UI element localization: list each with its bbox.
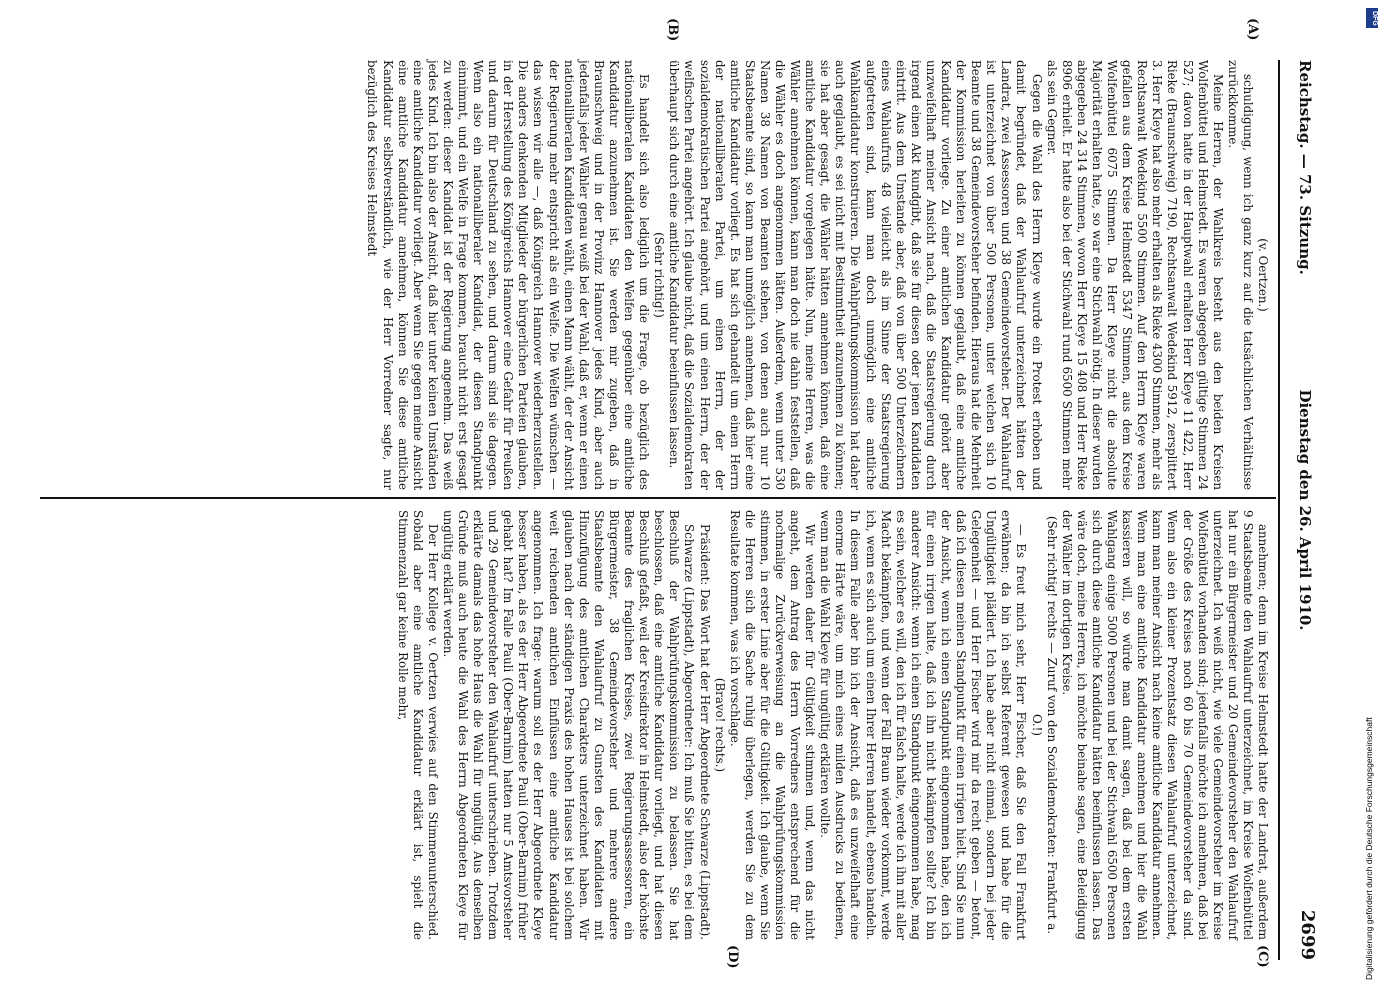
page-header bbox=[1282, 60, 1322, 960]
digitization-note-text: Digitalisierung gefördert durch die Deutsche Forschungsgemeinschaft bbox=[1364, 717, 1374, 980]
margin-letter-d: (D) bbox=[725, 945, 740, 969]
interjection: (Bravo! rechts.) bbox=[712, 677, 727, 773]
president-statement: Präsident: Das Wort hat der Herr Abgeordnete Schwarze (Lippstadt). bbox=[697, 524, 712, 940]
header-date: Dienstag den 26. April 1910. bbox=[1296, 389, 1314, 631]
paragraph: Der Herr Kollege v. Oertzen verwies auf den Stimmenunterschied. Sobald aber eine amtliche Kandidatur erklärt ist, spielt die Stimmenzahl gar keine Rolle mehr, bbox=[395, 510, 440, 940]
paragraph: schuldigung, wenn ich ganz kurz auf die tatsächlichen Verhältnisse zurückkomme. bbox=[1225, 60, 1255, 490]
dfg-logo: DFG bbox=[1366, 8, 1378, 28]
paragraph: Meine Herren, der Wahlkreis besteht aus den beiden Kreisen Wolfenbüttel und Helmstedt. Es waren abgegeben gültige Stimmen 24 527; davon hatte in der Hauptwahl erhalten Herr Kleye 11 422, Herr Rieke (Braunschweig) 7190, Rechtsanwalt Wedekind 5912, zersplittert 3. Herr Kleye hat also mehr erhalten als Rieke 4300 Stimmen, mehr als Rechtsanwalt Wedekind 5500 Stimmen. Auf den Herrn Kleye waren gefallen aus dem Kreise Helmstedt 5347 Stimmen, aus dem Kreise Wolfenbüttel 6075 Stimmen. Da Herr Kleye nicht die absolute Majorität erhalten hatte, so war eine Stichwahl nötig. In dieser wurden abgegeben 24 314 Stimmen, wovon Herr Kleye 15 408 und Herr Rieke 8906 erhielt. Er hatte also bei der Stichwahl rund 6500 Stimmen mehr als sein Gegner. bbox=[1044, 60, 1225, 490]
right-column bbox=[60, 510, 1270, 940]
interjection: (Sehr richtig! rechts — Zuruf von den Sozialdemokraten: Frankfurt a. O.!) bbox=[1029, 515, 1059, 935]
page-number: 2699 bbox=[1297, 909, 1318, 960]
paragraph: annehmen; denn im Kreise Helmstedt hatte der Landrat, außerdem 9 Staatsbeamte den Wahlaufruf unterzeichnet, im Kreise Wolfenbüttel hat nur ein Bürgermeister und 20 Gemeindevorsteher den Wahlaufruf unterzeichnet. Ich weiß nicht, wie viele Gemeindevorsteher im Kreise Wolfenbüttel vorhanden sind; jedenfalls möchte ich annehmen, daß bei der Größe des Kreises noch 60 bis 70 Gemeindevorsteher da sind. Wenn also ein kleiner Prozentsatz diesen Wahlaufruf unterzeichnet, kann man meiner Ansicht nach keine amtliche Kandidatur annehmen. Wenn man eine amtliche Kandidatur annehmen und hier die Wahl kassieren will, so würde man damit sagen, daß bei dem ersten Wahlgang einige 5000 Personen und bei der Stichwahl 6500 Personen sich durch diese amtliche Kandidatur hätten beeinflussen lassen. Das wäre doch, meine Herren, ich möchte beinahe sagen, eine Beleidigung der Wähler im dortigen Kreise. bbox=[1059, 510, 1270, 940]
paragraph: Es handelt sich also lediglich um die Frage, ob bezüglich des nationalliberalen Kandidaten den Welfen gegenüber eine amtliche Kandidatur anzunehmen ist. Sie werden mir zugeben, daß in Braunschweig und in der Provinz Hannover jedes Kind, aber auch jedenfalls jeder Wähler genau weiß bei der Wahl, daß er, wenn er einen nationalliberalen Kandidaten wählt, einen Mann wählt, der der Ansicht der Regierung mehr entspricht als ein Welfe. Die Welfen wünschen — das wissen wir alle —, daß Königreich Hannover wiederherzustellen. Die anders denkenden Mitglieder der bürgerlichen Parteien glauben, in der Herstellung des Königreichs Hannover eine Gefahr für Preußen und darum für Deutschland zu sehen, und darum sind sie dagegen. Wenn also ein nationalliberaler Kandidat, der diesen Standpunkt einnimmt, und ein Welfe in Frage kommen, braucht nicht erst gesagt zu werden: dieser Kandidat ist der Regierung angenehm. Das weiß jedes Kind. Ich bin also der Ansicht, daß hier unter keinen Umständen eine amtliche Kandidatur vorliegt. Aber wenn Sie gegen meine Ansicht eine amtliche Kandidatur annehmen, können Sie diese amtliche Kandidatur selbstverständlich, wie der Herr Vorredner sagte, nur bezüglich des Kreises Helmstedt bbox=[365, 60, 652, 490]
column-divider bbox=[40, 497, 1276, 499]
margin-letter-c: (C) bbox=[1255, 945, 1270, 968]
left-column bbox=[60, 60, 1270, 490]
paragraph: Wir werden daher für Gültigkeit stimmen und, wenn das nicht angeht, dem Antrag des Herrn Vorredners entsprechend für die nochmalige Zurückverweisung an die Wahlprüfungskommission stimmen, in erster Linie aber für die Gültigkeit. Ich glaube, wenn Sie die Herren sich die Sache ruhig überlegen, werden Sie zu dem Resultate kommen, was ich vorschlage. bbox=[727, 510, 818, 940]
margin-letter-a: (A) bbox=[1245, 18, 1260, 41]
paragraph: — Es freut mich sehr, Herr Fischer, daß Sie den Fall Frankfurt erwähnen; da bin ich selbst Referent gewesen und habe für die Ungültigkeit plädiert. Ich habe aber nicht einmal, sondern bei jeder Gelegenheit — und Herr Fischer wird mir da recht geben — betont, daß ich diesen meinen Standpunkt für einen irrigen hielt. Sind Sie nun der Ansicht, wenn ich einen Standpunkt eingenommen habe, den ich für einen irrigen halte, daß ich ihn nicht bekämpfen sollte? Ich bin anderer Ansicht: wenn ich einen Standpunkt eingenommen habe, mag es sein, welcher es will, den ich für falsch halte, werde ich ihn mit aller Macht bekämpfen, und wenn der Fall Braun wieder vorkommt, werde ich, wenn es sich auch um einen Ihrer Herren handelt, ebenso handeln. In diesem Falle aber bin ich der Ansicht, daß es unzweifelhaft eine enorme Härte wäre, um mich eines milden Ausdrucks zu bedienen, wenn man die Wahl Kleye für ungültig erklären wollte. bbox=[818, 510, 1029, 940]
header-session: Reichstag. — 73. Sitzung. bbox=[1296, 60, 1314, 275]
digitization-note bbox=[1364, 20, 1382, 980]
paragraph: Schwarze (Lippstadt), Abgeordneter: Ich muß Sie bitten, es bei dem Beschluß der Wahlprüfungskommission zu belassen. Sie hat beschlossen, daß eine amtliche Kandidatur vorliegt, und hat diesen Beschluß gefaßt, weil der Kreisdirektor in Helmstedt, also der höchste Beamte des fraglichen Kreises, zwei Regierungsassessoren, ein Bürgermeister, 38 Gemeindevorsteher und mehrere andere Staatsbeamte den Wahlaufruf zu Gunsten des Kandidaten mit Hinzufügung des amtlichen Charakters unterzeichnet haben. Wir glauben nach der ständigen Praxis des hohen Hauses ist bei solchem weit reichenden amtlichen Einflüssen eine amtliche Kandidatur angenommen. Ich frage: warum soll es der Herr Abgeordnete Kleye besser haben, als es der Herr Abgeordnete Pauli (Ober-Barnim) früher gehabt hat? Im Falle Pauli (Ober-Barnim) hatten nur 5 Amtsvorsteher und 29 Gemeindevorsteher den Wahlaufruf unterschrieben. Trotzdem erklärte damals das hohe Haus die Wahl für ungültig. Aus denselben Gründe muß auch heute die Wahl des Herrn Abgeordneten Kleye für ungültig erklärt werden. bbox=[440, 510, 697, 940]
speaker-tag: (v. Oertzen.) bbox=[1256, 238, 1270, 312]
interjection: (Sehr richtig!) bbox=[652, 232, 667, 318]
paragraph: Gegen die Wahl des Herrn Kleye wurde ein Protest erhoben und damit begründet, daß der Wahlaufruf unterzeichnet hätten der Landrat, zwei Assessoren und 38 Gemeindevorsteher. Der Wahlaufruf ist unterzeichnet von über 500 Personen, unter welchen sich 10 Beamte und 38 Gemeindevorsteher befinden. Hieraus hat die Mehrheit der Kommission herleiten zu können geglaubt, daß eine amtliche Kandidatur vorliege. Zu einer amtlichen Kandidatur gehört aber unzweifelhaft meiner Ansicht nach, daß die Staatsregierung durch irgend einen Akt kundgibt, daß sie für diesen oder jenen Kandidaten eintritt. Aus dem Umstande aber, daß von über 500 Unterzeichnern eines Wahlaufrufs 48 vielleicht als im Sinne der Staatsregierung aufgetreten sind, kann man doch unmöglich eine amtliche Wahlkandidatur konstruieren. Die Wahlprüfungskommission hat daher auch geglaubt, es sei nicht mit Bestimmtheit anzunehmen zu können; sie hat aber gesagt, die Wähler hätten annehmen können, daß eine amtliche Kandidatur vorgelegen hätte. Nun, meine Herren, was die Wähler annehmen können, kann man doch nie dahin feststellen, daß die Wähler es doch angenommen hätten. Außerdem, wenn unter 530 Namen 38 Namen von Beamten stehen, von denen auch nur 10 Staatsbeamte sind, so kann man unmöglich annehmen, daß hier eine amtliche Kandidatur vorliegt. Es hat sich gehandelt um einen Herrn der nationalliberalen Partei, um einen Herrn, der der sozialdemokratischen Partei angehört, und um einen Herrn, der der welfischen Partei angehört. Ich glaube nicht, daß die Sozialdemokraten überhaupt sich durch eine amtliche Kandidatur beeinflussen lassen. bbox=[667, 60, 1044, 490]
margin-letter-b: (B) bbox=[665, 18, 680, 42]
header-rule bbox=[1278, 60, 1280, 960]
